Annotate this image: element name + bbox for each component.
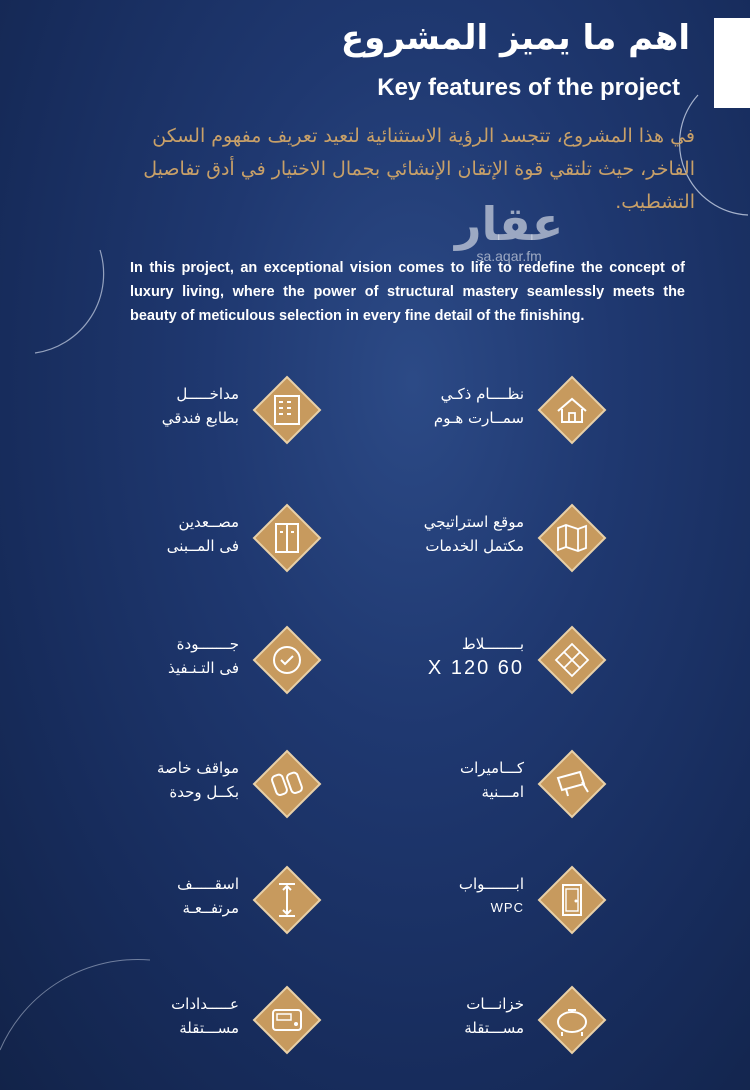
- feature-label: موقع استراتيجي مكتمل الخدمات: [423, 513, 524, 555]
- ceiling-height-icon: [251, 864, 323, 936]
- intro-paragraph-arabic: في هذا المشروع، تتجسد الرؤية الاستثنائية لتعيد تعريف مفهوم السكن الفاخر، حيث تلتقي قوة الإتقان الإنشائي بجمال الاختيار في أدق تفاصيل التشطيب.: [143, 125, 695, 213]
- feature-label: بــــــــلاط 60 X 120: [427, 635, 524, 679]
- feature-label: اسقـــــف مرتفــعـة: [177, 875, 239, 917]
- feature-label: مصــعدين فى المــبنى: [166, 513, 239, 555]
- feature-item: [23, 984, 323, 1074]
- parking-car-icon: [251, 748, 323, 820]
- feature-item: [23, 502, 323, 592]
- feature-item: [23, 864, 323, 954]
- feature-item: [23, 624, 323, 714]
- feature-label: جـــــــودة فى التـنـفيذ: [167, 635, 239, 677]
- feature-item: [308, 864, 608, 954]
- watermark-logo: عقار: [455, 197, 564, 251]
- hotel-building-icon: [251, 374, 323, 446]
- water-tank-icon: [536, 984, 608, 1056]
- intro-paragraph-english: In this project, an exceptional vision comes to life to redefine the concept of luxury living, where the power of structural mastery seamlessly meets the beauty of meticulous selection in every fine detail of the finishing.: [130, 260, 685, 324]
- feature-label: عـــــدادات مســـتقلة: [171, 995, 239, 1037]
- meter-icon: [251, 984, 323, 1056]
- feature-item: [308, 374, 608, 464]
- door-icon: [536, 864, 608, 936]
- smart-home-icon: [536, 374, 608, 446]
- feature-label: مداخـــــل بطابع فندقي: [161, 385, 239, 427]
- quality-badge-icon: [251, 624, 323, 696]
- map-location-icon: [536, 502, 608, 574]
- watermark: [455, 197, 564, 264]
- tiles-icon: [536, 624, 608, 696]
- feature-item: [308, 502, 608, 592]
- feature-item: [308, 984, 608, 1074]
- page-title-english: Key features of the project: [377, 74, 680, 101]
- watermark-url: sa.aqar.fm: [476, 248, 542, 264]
- decorative-arc-left: [30, 245, 120, 360]
- feature-item: [23, 748, 323, 838]
- feature-item: [23, 374, 323, 464]
- feature-label: كـــاميرات امـــنية: [459, 759, 524, 801]
- feature-label: نظــــام ذكـي سمــارت هـوم: [433, 385, 524, 427]
- feature-label: مواقف خاصة بكــل وحدة: [156, 759, 239, 801]
- feature-item: [308, 624, 608, 714]
- feature-label: ابـــــــواب WPC: [458, 875, 524, 915]
- feature-item: [308, 748, 608, 838]
- feature-label: خزانـــات مســـتقلة: [464, 995, 524, 1037]
- security-camera-icon: [536, 748, 608, 820]
- elevator-icon: [251, 502, 323, 574]
- corner-accent-bar: [714, 18, 750, 108]
- page-title-arabic: اهم ما يميز المشروع: [340, 18, 690, 58]
